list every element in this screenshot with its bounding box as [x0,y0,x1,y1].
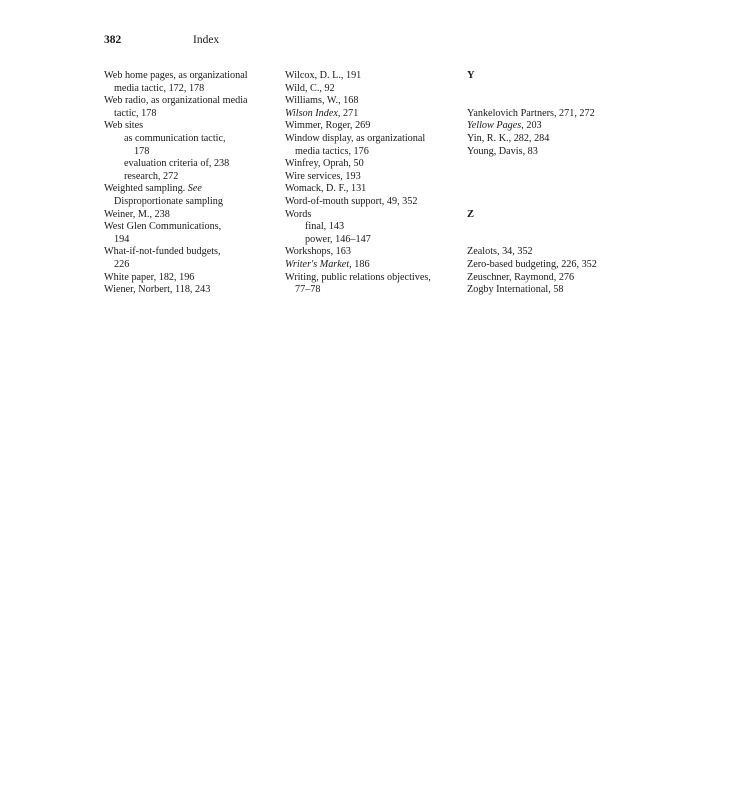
index-entry-line [104,133,279,146]
entry-text: 178 [134,145,150,157]
index-entry-line [467,133,642,146]
entry-text: Yankelovich Partners, 271, 272 [467,107,595,119]
entry-text: as communication tactic, [124,132,226,144]
index-entry-line [285,83,460,96]
index-column-2 [285,70,460,297]
index-entry-line [104,158,279,171]
index-entry-line [104,196,279,209]
index-entry-line [467,259,642,272]
index-entry-line [285,158,460,171]
entry-text: Womack, D. F., 131 [285,183,367,195]
index-entry-line [467,108,642,121]
entry-text: tactic, 178 [114,107,157,119]
index-entry-line [104,108,279,121]
entry-text: Z [467,208,475,220]
index-entry-line [285,209,460,222]
entry-text: research, 272 [124,170,179,182]
index-column-1 [104,70,279,297]
entry-text: Williams, W., 168 [285,95,359,107]
index-entry-line [104,272,279,285]
italic-text: Writer's Market [285,258,350,270]
index-entry-line [104,246,279,259]
entry-text: Weighted sampling. [104,183,188,195]
entry-text: Wiener, Norbert, 118, 243 [104,284,211,296]
entry-text: Y [467,70,475,81]
entry-text: media tactics, 176 [295,145,369,157]
entry-text: Disproportionate sampling [114,195,223,207]
index-entry-line [104,120,279,133]
index-entry-line [285,246,460,259]
entry-text: , 271 [337,107,359,119]
entry-text: What-if-not-funded budgets, [104,246,221,258]
index-entry-line [467,146,642,159]
entry-text: Weiner, M., 238 [104,208,170,220]
index-entry-line [285,272,460,285]
page-number: 382 [104,34,122,46]
entry-text: Zogby International, 58 [467,284,564,296]
entry-text: Words [285,208,312,220]
index-entry-line [467,120,642,133]
index-entry-line [104,259,279,272]
index-entry-line [467,284,642,297]
blank-line [467,171,642,184]
index-entry-line [104,146,279,159]
running-head: Index [193,34,220,46]
entry-text: Workshops, 163 [285,246,351,258]
index-entry-line [467,246,642,259]
index-entry-line [104,83,279,96]
blank-line [467,221,642,234]
entry-text: Wimmer, Roger, 269 [285,120,371,132]
entry-text: Zealots, 34, 352 [467,246,533,258]
entry-text: , 186 [349,258,370,270]
index-entry-line [285,196,460,209]
entry-text: Web sites [104,120,144,132]
entry-text: Word-of-mouth support, 49, 352 [285,195,418,207]
entry-text: Wire services, 193 [285,170,361,182]
section-letter [467,70,642,83]
entry-text: Writing, public relations objectives, [285,271,431,283]
index-entry-line [285,171,460,184]
index-entry-line [285,95,460,108]
index-entry-line [285,221,460,234]
entry-text: power, 146–147 [305,233,371,245]
entry-text: 226 [114,258,130,270]
index-entry-line [467,272,642,285]
index-entry-line [104,221,279,234]
index-entry-line [104,95,279,108]
entry-text: Wild, C., 92 [285,82,335,94]
blank-line [467,83,642,96]
entry-text: , 203 [521,120,542,132]
index-entry-line [104,284,279,297]
index-entry-line [285,183,460,196]
blank-line [467,183,642,196]
entry-text: media tactic, 172, 178 [114,82,205,94]
index-entry-line [285,108,460,121]
index-entry-line [285,120,460,133]
entry-text: Zero-based budgeting, 226, 352 [467,258,597,270]
index-entry-line [104,171,279,184]
index-entry-line [104,183,279,196]
blank-line [467,234,642,247]
blank-line [467,196,642,209]
blank-line [467,158,642,171]
entry-text: 194 [114,233,130,245]
blank-line [467,95,642,108]
index-entry-line [104,234,279,247]
entry-text: West Glen Communications, [104,221,222,233]
entry-text: evaluation criteria of, 238 [124,158,230,170]
entry-text: Young, Davis, 83 [467,145,538,157]
entry-text: Zeuschner, Raymond, 276 [467,271,575,283]
index-entry-line [285,234,460,247]
index-entry-line [285,70,460,83]
page-header [104,34,704,50]
index-entry-line [104,209,279,222]
italic-text: Wilson Index [285,107,338,119]
entry-text: final, 143 [305,221,345,233]
index-entry-line [104,70,279,83]
index-entry-line [285,259,460,272]
italic-text: See [187,183,202,195]
entry-text: Winfrey, Oprah, 50 [285,158,364,170]
entry-text: 77–78 [295,284,321,296]
index-entry-line [285,133,460,146]
section-letter [467,209,642,222]
index-entry-line [285,284,460,297]
entry-text: Window display, as organizational [285,132,426,144]
entry-text: Web radio, as organizational media [104,95,248,107]
italic-text: Yellow Pages [467,120,522,132]
index-column-3 [467,70,642,297]
index-entry-line [285,146,460,159]
entry-text: Wilcox, D. L., 191 [285,70,362,81]
entry-text: White paper, 182, 196 [104,271,195,283]
entry-text: Yin, R. K., 282, 284 [467,132,550,144]
entry-text: Web home pages, as organizational [104,70,248,81]
